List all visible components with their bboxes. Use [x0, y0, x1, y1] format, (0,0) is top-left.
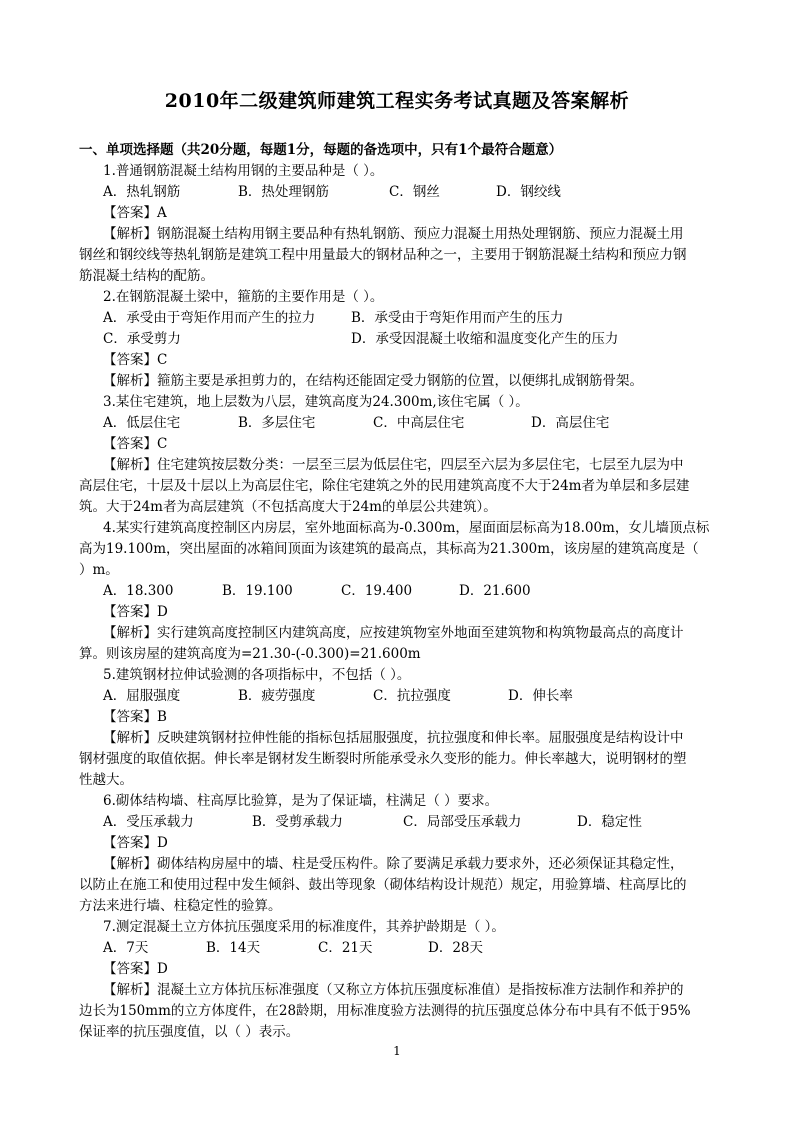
q3-option-a: A．低层住宅	[103, 415, 181, 431]
q5-analysis-line-2: 钢材强度的取值依据。伸长率是钢材发生断裂时所能承受永久变形的能力。伸长率越大，说明钢材的塑	[79, 751, 687, 767]
q5-answer: 【答案】B	[103, 709, 167, 725]
q7-analysis-line-2: 边长为150mm的立方体度件，在28龄期，用标准度验方法测得的抗压强度总体分布中具有不低于95%	[79, 1003, 691, 1019]
q3-answer: 【答案】C	[103, 436, 168, 452]
q3-analysis-line-2: 高层住宅，十层及十层以上为高层住宅，除住宅建筑之外的民用建筑高度不大于24m者为单层和多层建	[79, 478, 690, 494]
q5-analysis-line-1: 【解析】反映建筑钢材拉伸性能的指标包括屈服强度，抗拉强度和伸长率。屈服强度是结构设计中	[103, 730, 684, 746]
q1-option-c: C．钢丝	[389, 184, 440, 200]
q2-option-c: C．承受剪力	[103, 331, 181, 347]
q6-analysis-line-2: 以防止在施工和使用过程中发生倾斜、鼓出等现象（砌体结构设计规范）规定，用验算墙、柱高厚比的	[79, 877, 687, 893]
q3-option-d: D．高层住宅	[531, 415, 610, 431]
q1-option-d: D．钢绞线	[496, 184, 561, 200]
q2-answer: 【答案】C	[103, 352, 168, 368]
q7-answer: 【答案】D	[103, 961, 168, 977]
question-7: 7.测定混凝土立方体抗压强度采用的标准度件，其养护龄期是（ ）。	[103, 919, 505, 935]
q5-option-d: D．伸长率	[508, 688, 573, 704]
q6-option-b: B．受剪承载力	[252, 814, 343, 830]
q2-option-d: D．承受因混凝土收缩和温度变化产生的压力	[351, 331, 619, 347]
question-4-line-3: ）m。	[79, 562, 119, 578]
question-1: 1.普通钢筋混凝土结构用钢的主要品种是（ ）。	[103, 163, 384, 179]
q7-option-b: B．14天	[206, 940, 261, 956]
page-number: 1	[393, 1044, 401, 1058]
q4-analysis-line-1: 【解析】实行建筑高度控制区内建筑高度，应按建筑物室外地面至建筑物和构筑物最高点的高度计	[103, 625, 684, 641]
q3-option-b: B．多层住宅	[238, 415, 316, 431]
document-title: 2010年二级建筑师建筑工程实务考试真题及答案解析	[164, 90, 630, 112]
q2-option-b: B．承受由于弯矩作用而产生的压力	[351, 310, 564, 326]
question-2: 2.在钢筋混凝土梁中，箍筋的主要作用是（ ）。	[103, 289, 384, 305]
q2-option-a: A．承受由于弯矩作用而产生的拉力	[103, 310, 316, 326]
q5-option-a: A．屈服强度	[103, 688, 181, 704]
q6-analysis-line-1: 【解析】砌体结构房屋中的墙、柱是受压构件。除了要满足承载力要求外，还必须保证其稳定性，	[103, 856, 684, 872]
q6-analysis-line-3: 方法来进行墙、柱稳定性的验算。	[79, 898, 282, 914]
q7-option-c: C．21天	[318, 940, 373, 956]
q6-option-a: A．受压承载力	[103, 814, 194, 830]
question-3: 3.某住宅建筑，地上层数为八层，建筑高度为24.300m,该住宅属（ ）。	[103, 394, 529, 410]
q1-analysis-line-2: 钢丝和钢绞线等热轧钢筋是建筑工程中用量最大的钢材品种之一，主要用于钢筋混凝土结构和预应力钢	[79, 247, 687, 263]
q7-option-a: A．7天	[103, 940, 149, 956]
q4-analysis-line-2: 算。则该房屋的建筑高度为=21.30-(-0.300)=21.600m	[79, 646, 421, 662]
question-4-line-2: 高为19.100m，突出屋面的冰箱间顶面为该建筑的最高点，其标高为21.300m，该房屋的建筑高度是（	[79, 541, 699, 557]
q7-option-d: D．28天	[428, 940, 484, 956]
q3-analysis-line-1: 【解析】住宅建筑按层数分类：一层至三层为低层住宅，四层至六层为多层住宅，七层至九层为中	[103, 457, 684, 473]
q4-option-d: D．21.600	[459, 583, 531, 599]
q6-option-c: C．局部受压承载力	[403, 814, 522, 830]
q7-analysis-line-3: 保证率的抗压强度值，以（ ）表示。	[79, 1024, 300, 1040]
q4-option-c: C．19.400	[341, 583, 413, 599]
q6-option-d: D．稳定性	[577, 814, 642, 830]
q3-option-c: C．中高层住宅	[373, 415, 465, 431]
q1-analysis-line-3: 筋混凝土结构的配筋。	[79, 268, 214, 284]
q4-answer: 【答案】D	[103, 604, 168, 620]
q7-analysis-line-1: 【解析】混凝土立方体抗压标准强度（又称立方体抗压强度标准值）是指按标准方法制作和养护的	[103, 982, 684, 998]
q5-option-c: C．抗拉强度	[373, 688, 451, 704]
q4-option-a: A．18.300	[103, 583, 174, 599]
q5-option-b: B．疲劳强度	[238, 688, 316, 704]
q1-option-a: A．热轧钢筋	[103, 184, 181, 200]
q4-option-b: B．19.100	[222, 583, 293, 599]
q3-analysis-line-3: 筑。大于24m者为高层建筑（不包括高度大于24m的单层公共建筑）。	[79, 499, 497, 515]
question-4-line-1: 4.某实行建筑高度控制区内房层，室外地面标高为-0.300m，屋面面层标高为18.00m，女儿墙顶点标	[103, 520, 710, 536]
q1-analysis-line-1: 【解析】钢筋混凝土结构用钢主要品种有热轧钢筋、预应力混凝土用热处理钢筋、预应力混凝土用	[103, 226, 684, 242]
q1-answer: 【答案】A	[103, 205, 167, 221]
question-6: 6.砌体结构墙、柱高厚比验算，是为了保证墙，柱满足（ ）要求。	[103, 793, 499, 809]
q2-analysis-line-1: 【解析】箍筋主要是承担剪力的，在结构还能固定受力钢筋的位置，以便绑扎成钢筋骨架。	[103, 373, 643, 389]
q5-analysis-line-3: 性越大。	[79, 772, 133, 788]
q1-option-b: B．热处理钢筋	[238, 184, 329, 200]
question-5: 5.建筑钢材拉伸试验测的各项指标中，不包括（ ）。	[103, 667, 411, 683]
q6-answer: 【答案】D	[103, 835, 168, 851]
section-heading: 一、单项选择题（共20分题，每题1分，每题的备选项中，只有1个最符合题意）	[79, 142, 563, 158]
